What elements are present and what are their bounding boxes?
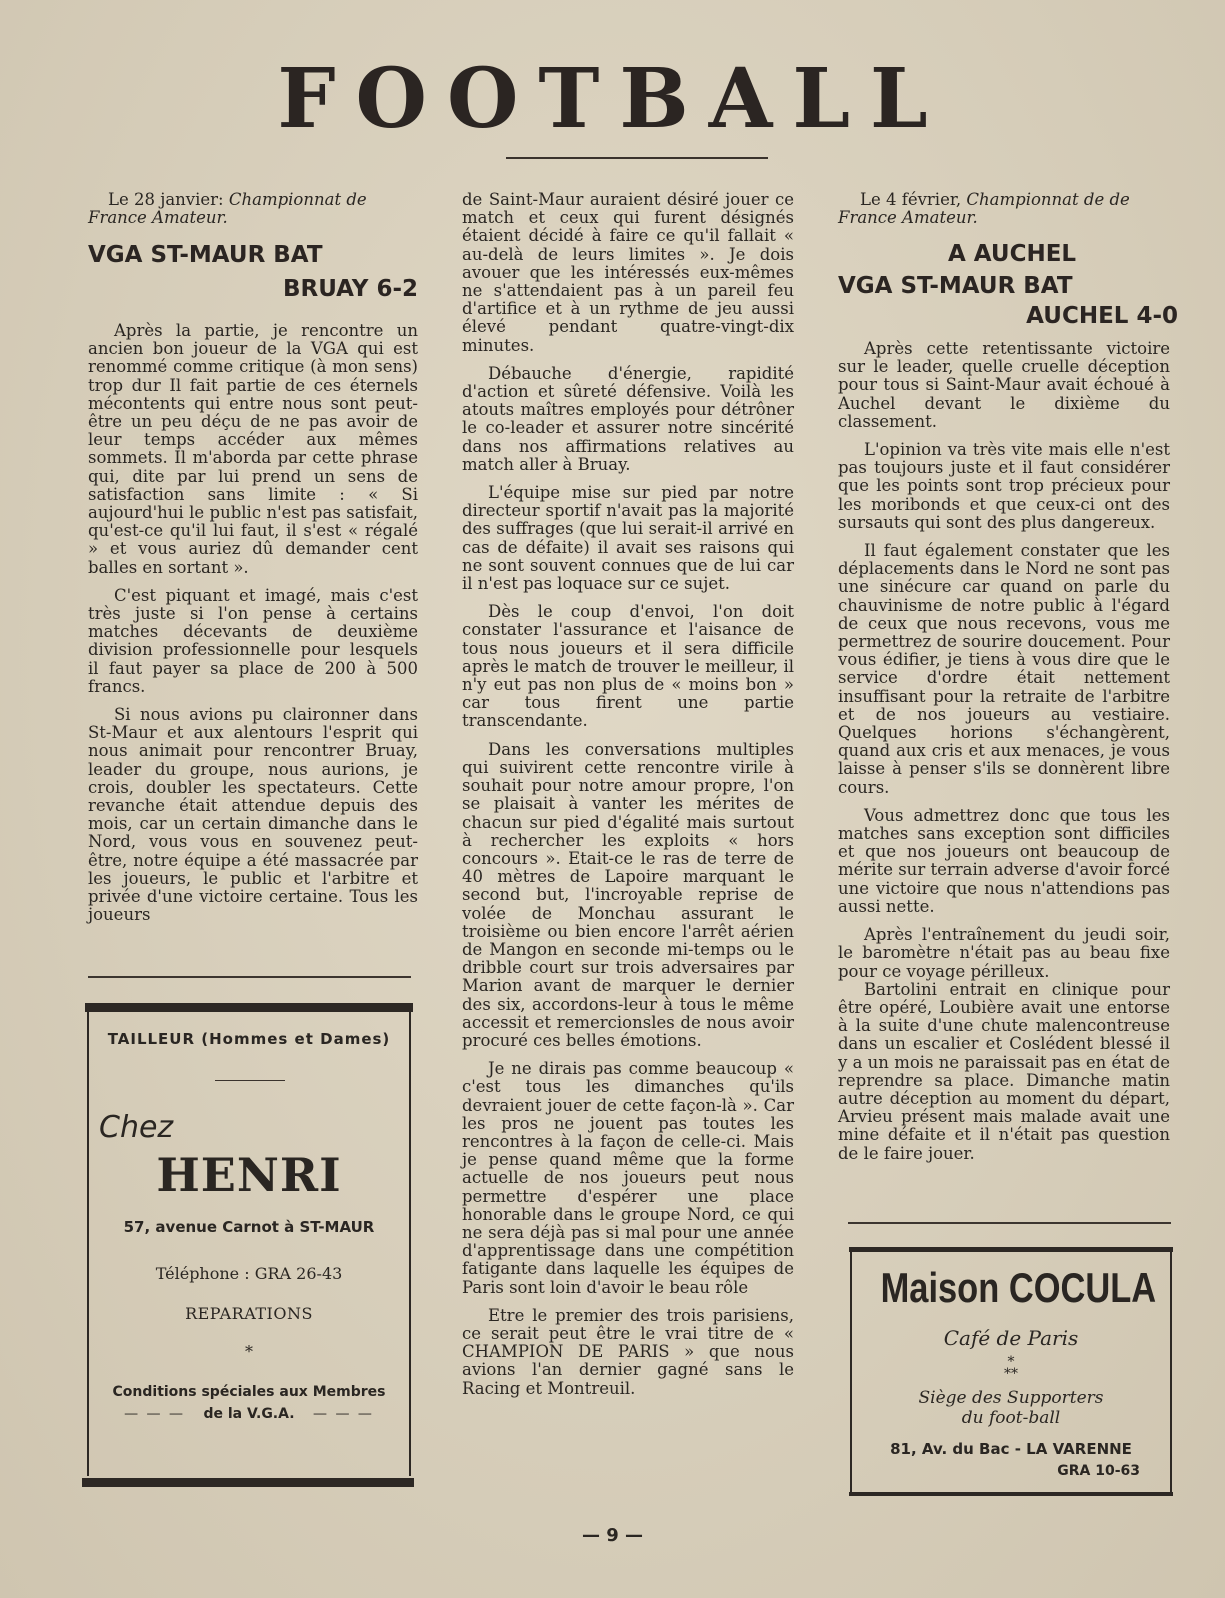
ad-henri-top-bar bbox=[85, 1003, 413, 1012]
ad-henri-bottom-bar bbox=[82, 1478, 414, 1487]
col3-headline-line2: VGA ST-MAUR BAT bbox=[838, 273, 1073, 299]
ad-cocula-bottom-bar bbox=[849, 1492, 1173, 1496]
col2-paragraph: Etre le premier des trois parisiens, ce serait peut être le vrai titre de « CHAMPION DE PARIS » que nous avions l'an dernier gagné sans le Racing et Montreuil. bbox=[462, 1305, 794, 1398]
col3-divider bbox=[848, 1222, 1171, 1224]
col2-paragraph: Dès le coup d'envoi, l'on doit constater l'assurance et l'aisance de tous nous joueurs et il sera difficile après le match de trouver le meilleur, il n'y eut pas non plus de « moins bon » car tous firent une partie transcendante. bbox=[462, 602, 794, 731]
col1-paragraph: Si nous avions pu claironner dans St-Maur et aux alentours l'esprit qui nous animait pour rencontrer Bruay, leader du groupe, nous aurions, je crois, doubler les spectateurs. Cette revanche était attendue depuis des mois, car un certain dimanche dans le Nord, vous vous en souvenez peut-être, notre équipe a été massacrée par les joueurs, le public et l'arbitre et privée d'une victoire certaine. Tous les joueurs bbox=[88, 705, 418, 925]
col3-paragraph: Vous admettrez donc que tous les matches sans exception sont difficiles et que nos joueurs ont beaucoup de mérite sur terrain adverse d'avoir forcé une victoire que nous n'attendions pas aussi nette. bbox=[838, 805, 1170, 916]
col3-headline bbox=[838, 237, 1178, 331]
page-number: — 9 — bbox=[581, 1525, 644, 1546]
col3-paragraph: Après cette retentissante victoire sur le leader, quelle cruelle déception pour tous si Saint-Maur avait échoué à Auchel devant le dixième du classement. bbox=[838, 339, 1170, 431]
ad-henri bbox=[87, 1012, 411, 1476]
col1-paragraph: Après la partie, je rencontre un ancien bon joueur de la VGA qui est renommé comme critique (à mon sens) trop dur Il fait partie de ces éternels mécontents qui entre nous sont peut-être un peu déçu de ne pas avoir de leur temps accéder aux mêmes sommets. Il m'aborda par cette phrase qui, dite par lui prend un sens de satisfaction sans limite : « Si aujourd'hui le public n'est pas satisfait, qu'est-ce qu'il lui faut, il s'est « régalé » et vous auriez dû demander cent balles en sortant ». bbox=[88, 321, 418, 577]
col1-competition: Championnat de France Amateur. bbox=[88, 190, 367, 228]
title-divider bbox=[506, 157, 768, 159]
col2-paragraph: Je ne dirais pas comme beaucoup « c'est tous les dimanches qu'ils devraient jouer de cette façon-là ». Car les pros ne jouent pas toutes les rencontres à la façon de celle-ci. Mais je pense quand même que la forme actuelle de nos joueurs peut nous permettre d'espérer une place honorable dans le groupe Nord, ce qui ne sera déjà pas si mal pour une année d'apprentissage dans une compétition fatigante dans laquelle les équipes de Paris sont loin d'avoir le beau rôle bbox=[462, 1059, 794, 1297]
col1-article bbox=[88, 322, 418, 935]
ad-henri-address: 57, avenue Carnot à ST-MAUR bbox=[123, 1218, 375, 1236]
ad-henri-conditions-2: de la V.G.A. bbox=[203, 1406, 295, 1422]
col1-date: Le 28 janvier: bbox=[108, 190, 224, 209]
col1-intro bbox=[88, 191, 418, 227]
col3-paragraph: Il faut également constater que les déplacements dans le Nord ne sont pas une sinécure car quand on parle du chauvinisme de notre public à l'égard de ceux que nous recevons, vous me permettrez de sourire doucement. Pour vous édifier, je tiens à vous dire que le service d'ordre était nettement insuffisant pour la retraite de l'arbitre et de nos joueurs au vestiaire. Quelques horions s'échangèrent, quand aux cris et aux menaces, je vous laisse à penser s'ils se donnèrent libre cours. bbox=[838, 541, 1170, 797]
col3-headline-line3: AUCHEL 4-0 bbox=[1026, 303, 1178, 329]
col1-headline-line1: VGA ST-MAUR BAT bbox=[88, 242, 323, 268]
col3-headline-line1: A AUCHEL bbox=[948, 241, 1077, 267]
col2-paragraph: Dans les conversations multiples qui suivirent cette rencontre virile à souhait pour notre amour propre, l'on se plaisait à vanter les mérites de chacun sur pied d'égalité mais surtout à rechercher les exploits « hors concours ». Etait-ce le ras de terre de 40 mètres de Lapoire marquant le second but, l'incroyable reprise de volée de Monchau assurant le troisième ou bien encore l'arrêt aérien de Mangon en seconde mi-temps ou le dribble court sur trois adversaires par Marion avant de marquer le dernier des six, accordons-leur à tous le même accessit et remercionsles de nous avoir procuré ces belles émotions. bbox=[462, 739, 794, 1050]
ad-henri-conditions-row: — — — de la V.G.A. — — — bbox=[124, 1406, 374, 1422]
col1-paragraph: C'est piquant et imagé, mais c'est très juste si l'on pense à certains matches décevants de deuxième division professionnelle pour lesquels il faut payer sa place de 200 à 500 francs. bbox=[88, 585, 418, 696]
ad-cocula-address: 81, Av. du Bac - LA VARENNE bbox=[890, 1440, 1132, 1458]
col1-headline-line2: BRUAY 6-2 bbox=[282, 276, 418, 302]
ad-cocula-siege-1: Siège des Supporters bbox=[918, 1388, 1104, 1408]
ad-henri-conditions-1: Conditions spéciales aux Membres bbox=[112, 1384, 386, 1400]
ad-cocula bbox=[850, 1252, 1172, 1494]
col2-paragraph: de Saint-Maur auraient désiré jouer ce match et ceux qui furent désignés étaient décidé à faire ce qu'il fallait « au-delà de leurs limites ». Je dois avouer que les intéressés eux-mêmes ne s'attendaient pas à un pareil feu d'artifice et à un rythme de jeu aussi élevé pendant quatre-vingt-dix minutes. bbox=[462, 190, 794, 355]
ad-henri-name: HENRI bbox=[156, 1148, 342, 1202]
ad-cocula-stars: * ** bbox=[1004, 1354, 1018, 1382]
ad-henri-chez: Chez bbox=[99, 1110, 174, 1145]
col3-paragraph: L'opinion va très vite mais elle n'est pas toujours juste et il faut considérer que les points sont trop précieux pour les moribonds et que ceux-ci ont des sursauts qui sont des plus dangereux. bbox=[838, 440, 1170, 532]
col3-date: Le 4 février, bbox=[860, 190, 962, 209]
col2-paragraph: Débauche d'énergie, rapidité d'action et sûreté défensive. Voilà les atouts maîtres employés pour détrôner le co-leader et assurer notre sincérité dans nos affirmations relatives au match aller à Bruay. bbox=[462, 363, 794, 474]
ad-henri-star: * bbox=[245, 1342, 253, 1361]
ad-henri-rule bbox=[215, 1080, 285, 1081]
col1-divider bbox=[88, 976, 411, 978]
ad-cocula-siege-2: du foot-ball bbox=[961, 1408, 1061, 1428]
ad-cocula-phone: GRA 10-63 bbox=[1057, 1463, 1140, 1479]
col2-paragraph: L'équipe mise sur pied par notre directeur sportif n'avait pas la majorité des suffrages (que lui serait-il arrivé en cas de défaite) il avait ses raisons qui ne sont souvent connues que de lui car il n'est pas loquace sur ce sujet. bbox=[462, 483, 794, 594]
col3-intro bbox=[838, 191, 1170, 227]
col3-article bbox=[838, 340, 1170, 1173]
col1-headline bbox=[88, 238, 418, 306]
ad-henri-phone: Téléphone : GRA 26-43 bbox=[155, 1264, 343, 1283]
page-title: FOOTBALL bbox=[277, 51, 948, 147]
ad-henri-tailleur: TAILLEUR (Hommes et Dames) bbox=[107, 1030, 391, 1048]
col3-paragraph: Après l'entraînement du jeudi soir, le baromètre n'était pas au beau fixe pour ce voyage périlleux. bbox=[838, 925, 1170, 981]
ad-cocula-subtitle: Café de Paris bbox=[943, 1326, 1079, 1350]
ad-cocula-name: Maison COCULA bbox=[880, 1264, 1157, 1311]
col2-article bbox=[462, 191, 794, 1408]
col3-paragraph: Bartolini entrait en clinique pour être opéré, Loubière avait une entorse à la suite d'une chute malencontreuse dans un escalier et Coslédent blessé il y a un mois ne paraissait pas en état de reprendre sa place. Dimanche matin autre déception au moment du départ, Arvieu présent mais malade avait une mine défaite et il n'était pas question de le faire jouer. bbox=[838, 979, 1170, 1163]
col3-competition: Championnat de de France Amateur. bbox=[838, 190, 1130, 228]
ad-henri-service: REPARATIONS bbox=[185, 1304, 313, 1323]
